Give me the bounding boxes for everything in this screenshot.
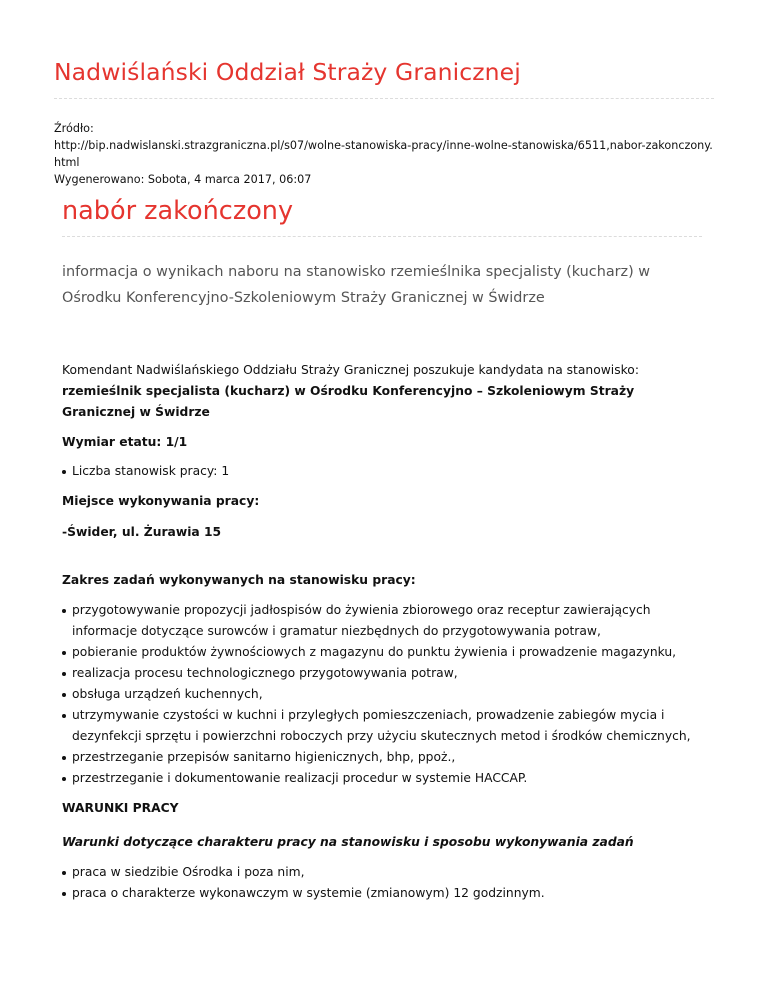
lead-line: Ośrodku Konferencyjno-Szkoleniowym Straży Granicznej w Świdrze [62, 290, 545, 306]
list-item: obsługa urządzeń kuchennych, [62, 684, 712, 705]
position-title: rzemieślnik specjalista (kucharz) w Ośrodku Konferencyjno – Szkoleniowym Straży [62, 384, 635, 398]
conditions-heading: WARUNKI PRACY [62, 801, 179, 815]
list-item: przestrzeganie i dokumentowanie realizacji procedur w systemie HACCAP. [62, 768, 712, 789]
source-meta [54, 120, 724, 188]
list-item: przestrzeganie przepisów sanitarno higienicznych, bhp, ppoż., [62, 747, 712, 768]
list-item: praca w siedzibie Ośrodka i poza nim, [62, 862, 712, 883]
generated-date: Wygenerowano: Sobota, 4 marca 2017, 06:07 [54, 173, 312, 186]
location-value: -Świder, ul. Żurawia 15 [62, 525, 222, 539]
source-url: http://bip.nadwislanski.strazgraniczna.pl/s07/wolne-stanowiska-pracy/inne-wolne-stanowiska/6511,nabor-zakonczony. [54, 139, 713, 152]
title-divider [62, 236, 702, 237]
list-item: realizacja procesu technologicznego przygotowywania potraw, [62, 663, 712, 684]
tasks-heading: Zakres zadań wykonywanych na stanowisku pracy: [62, 573, 416, 587]
source-label: Źródło: [54, 122, 94, 135]
positions-list [62, 461, 712, 482]
location-heading: Miejsce wykonywania pracy: [62, 494, 260, 508]
list-item: Liczba stanowisk pracy: 1 [62, 461, 712, 482]
list-item: przygotowywanie propozycji jadłospisów do żywienia zbiorowego oraz receptur zawierających [62, 600, 712, 621]
lead-line: informacja o wynikach naboru na stanowisko rzemieślnika specjalisty (kucharz) w [62, 264, 651, 280]
article-title: nabór zakończony [62, 196, 294, 226]
article-body [62, 360, 712, 904]
employment-info: Wymiar etatu: 1/1 [62, 435, 188, 449]
position-title-cont: Granicznej w Świdrze [62, 405, 210, 419]
site-title: Nadwiślański Oddział Straży Granicznej [54, 58, 521, 86]
conditions-subheading: Warunki dotyczące charakteru pracy na stanowisku i sposobu wykonywania zadań [62, 835, 634, 849]
intro-text: Komendant Nadwiślańskiego Oddziału Straży Granicznej poszukuje kandydata na stanowisko: [62, 363, 639, 377]
conditions-list [62, 862, 712, 904]
list-item: pobieranie produktów żywnościowych z magazynu do punktu żywienia i prowadzenie magazynku, [62, 642, 712, 663]
header-divider [54, 98, 714, 99]
tasks-list [62, 600, 712, 789]
list-item-cont: informacje dotyczące surowców i gramatur niezbędnych do przygotowywania potraw, [72, 624, 601, 638]
list-item: praca o charakterze wykonawczym w systemie (zmianowym) 12 godzinnym. [62, 883, 712, 904]
source-url-cont: html [54, 156, 80, 169]
list-item: utrzymywanie czystości w kuchni i przyległych pomieszczeniach, prowadzenie zabiegów mycia i [62, 705, 712, 726]
list-item-cont: dezynfekcji sprzętu i powierzchni roboczych przy użyciu skutecznych metod i środków chemicznych, [72, 729, 691, 743]
article-lead [62, 259, 702, 311]
